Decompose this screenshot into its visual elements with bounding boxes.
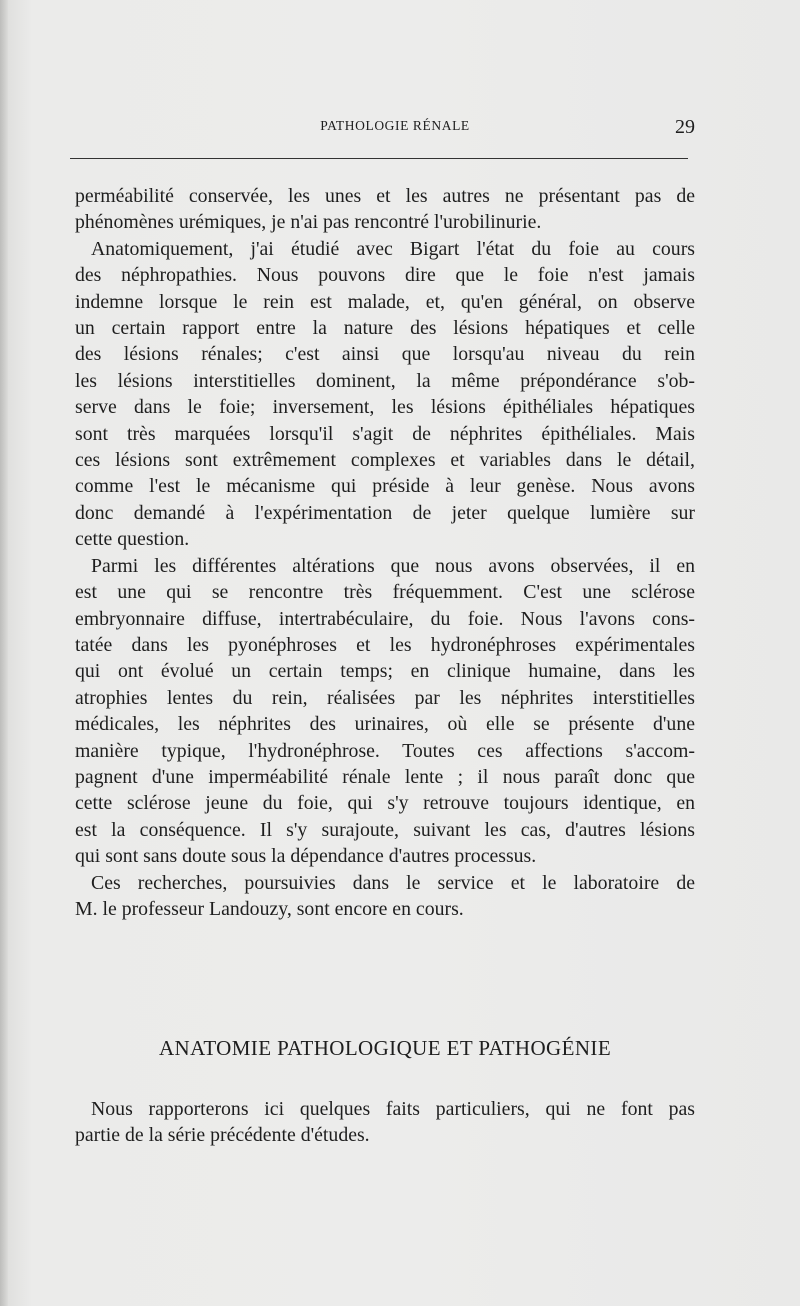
text-line: sont très marquées lorsqu'il s'agit de néphrites épithéliales. Mais bbox=[75, 422, 695, 445]
paragraph-line bbox=[75, 262, 695, 288]
text-line: ces lésions sont extrêmement complexes et variables dans le détail, bbox=[75, 449, 695, 472]
text-line: partie de la série précédente d'études. bbox=[75, 1124, 370, 1147]
paragraph-line bbox=[75, 500, 695, 526]
paragraph-line-end bbox=[75, 896, 695, 922]
paragraph-line-end bbox=[75, 526, 695, 552]
paragraph-line bbox=[75, 817, 695, 843]
section-heading: ANATOMIE PATHOLOGIQUE ET PATHOGÉNIE bbox=[158, 1036, 612, 1060]
text-line: tatée dans les pyonéphroses et les hydronéphroses expérimentales bbox=[75, 633, 695, 656]
text-line: atrophies lentes du rein, réalisées par les néphrites interstitielles bbox=[75, 686, 695, 709]
text-line: perméabilité conservée, les unes et les autres ne présentant pas de bbox=[75, 185, 695, 207]
paragraph-line-end bbox=[75, 843, 695, 869]
paragraph-line bbox=[75, 473, 695, 499]
paragraph-anatomiquement bbox=[75, 236, 695, 262]
text-line: indemne lorsque le rein est malade, et, qu'en général, on observe bbox=[75, 290, 695, 313]
paragraph-continuation bbox=[75, 183, 695, 209]
text-line: qui ont évolué un certain temps; en clinique humaine, dans les bbox=[75, 660, 695, 683]
text-line: Parmi les différentes altérations que nous avons observées, il en bbox=[91, 554, 695, 577]
text-line: donc demandé à l'expérimentation de jeter quelque lumière sur bbox=[75, 501, 695, 524]
paragraph-line bbox=[75, 606, 695, 632]
text-line: qui sont sans doute sous la dépendance d'autres processus. bbox=[75, 845, 537, 868]
text-line: un certain rapport entre la nature des lésions hépatiques et celle bbox=[75, 317, 695, 340]
paragraph-parmi bbox=[75, 553, 695, 579]
paragraph-line bbox=[75, 394, 695, 420]
text-line: comme l'est le mécanisme qui préside à leur genèse. Nous avons bbox=[75, 475, 695, 498]
paragraph-line bbox=[75, 289, 695, 315]
paragraph-line bbox=[75, 1096, 695, 1122]
page-header bbox=[75, 118, 695, 148]
body-text bbox=[75, 183, 695, 922]
text-line: phénomènes urémiques, je n'ai pas rencontré l'urobilinurie. bbox=[75, 211, 542, 234]
paragraph-continuation-end bbox=[75, 209, 695, 235]
paragraph-line bbox=[75, 447, 695, 473]
paragraph-line bbox=[75, 790, 695, 816]
paragraph-line bbox=[75, 685, 695, 711]
running-title: PATHOLOGIE RÉNALE bbox=[320, 118, 470, 133]
paragraph-line bbox=[75, 658, 695, 684]
text-line: manière typique, l'hydronéphrose. Toutes ces affections s'accom- bbox=[75, 739, 695, 762]
text-line: est la conséquence. Il s'y surajoute, suivant les cas, d'autres lésions bbox=[75, 818, 695, 841]
text-line: embryonnaire diffuse, intertrabéculaire, du foie. Nous l'avons cons- bbox=[75, 607, 695, 630]
paragraph-line bbox=[75, 315, 695, 341]
text-line: serve dans le foie; inversement, les lésions épithéliales hépatiques bbox=[75, 396, 695, 419]
page-gutter-shadow bbox=[0, 0, 8, 1306]
paragraph-line bbox=[75, 764, 695, 790]
text-line: cette question. bbox=[75, 528, 190, 551]
text-line: médicales, les néphrites des urinaires, où elle se présente d'une bbox=[75, 713, 695, 736]
text-line: est une qui se rencontre très fréquemment. C'est une sclérose bbox=[75, 581, 695, 604]
paragraph-line bbox=[75, 421, 695, 447]
paragraph-line-end bbox=[75, 1122, 695, 1148]
paragraph-line bbox=[75, 738, 695, 764]
paragraph-line bbox=[75, 632, 695, 658]
text-line: des lésions rénales; c'est ainsi que lorsqu'au niveau du rein bbox=[75, 343, 695, 366]
text-line: cette sclérose jeune du foie, qui s'y retrouve toujours identique, en bbox=[75, 792, 695, 815]
header-rule bbox=[70, 158, 688, 159]
paragraph-line bbox=[75, 368, 695, 394]
paragraph-line bbox=[75, 579, 695, 605]
text-line: Anatomiquement, j'ai étudié avec Bigart l'état du foie au cours bbox=[91, 237, 695, 260]
text-line: Nous rapporterons ici quelques faits particuliers, qui ne font pas bbox=[91, 1098, 695, 1120]
page-number: 29 bbox=[675, 116, 695, 138]
closing-paragraph bbox=[75, 1096, 695, 1149]
text-line: les lésions interstitielles dominent, la même prépondérance s'ob- bbox=[75, 369, 695, 392]
paragraph-line bbox=[75, 341, 695, 367]
text-line: M. le professeur Landouzy, sont encore en cours. bbox=[75, 897, 464, 920]
text-line: des néphropathies. Nous pouvons dire que le foie n'est jamais bbox=[75, 264, 695, 287]
paragraph-ces-recherches bbox=[75, 870, 695, 896]
paragraph-line bbox=[75, 711, 695, 737]
text-line: Ces recherches, poursuivies dans le service et le laboratoire de bbox=[91, 871, 695, 894]
text-line: pagnent d'une imperméabilité rénale lente ; il nous paraît donc que bbox=[75, 765, 695, 788]
